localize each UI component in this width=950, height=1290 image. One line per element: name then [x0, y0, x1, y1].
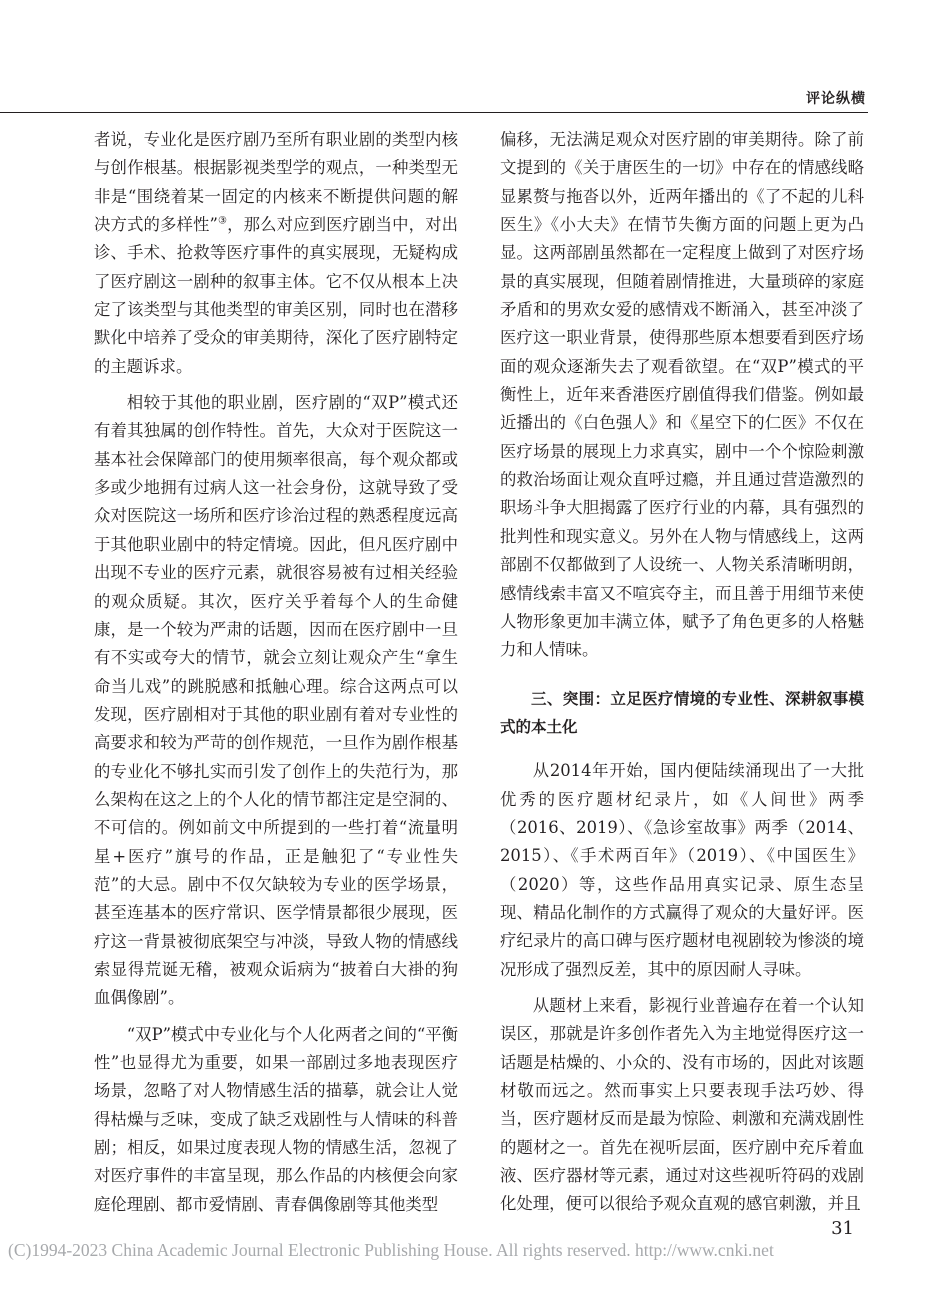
paragraph: 从2014年开始，国内便陆续涌现出了一大批优秀的医疗题材纪录片，如《人间世》两季（2016、2019）、《急诊室故事》两季（2014、2015）、《手术两百年》（2019）、《中国医生》（2020）等，这些作品用真实记录、原生态呈现、精品化制作的方式赢得了观众的大量好评。医疗纪录片的高口碑与医疗题材电视剧较为惨淡的境况形成了强烈反差，其中的原因耐人寻味。	[500, 761, 864, 979]
paragraph: 偏移，无法满足观众对医疗剧的审美期待。除了前文提到的《关于唐医生的一切》中存在的情感线略显累赘与拖沓以外，近两年播出的《了不起的儿科医生》《小大夫》在情节失衡方面的问题上更为凸显。这两部剧虽然都在一定程度上做到了对医疗场景的真实展现，但随着剧情推进，大量琐碎的家庭矛盾和的男欢女爱的感情戏不断涌入，甚至冲淡了医疗这一职业背景，使得那些原本想要看到医疗场面的观众逐渐失去了观看欲望。在“双P”模式的平衡性上，近年来香港医疗剧值得我们借鉴。例如最近播出的《白色强人》和《星空下的仁医》不仅在医疗场景的展现上力求真实，剧中一个个惊险刺激的救治场面让观众直呼过瘾，并且通过营造激烈的职场斗争大胆揭露了医疗行业的内幕，具有强烈的批判性和现实意义。另外在人物与情感线上，这两部剧不仅都做到了人设统一、人物关系清晰明朗，感情线索丰富又不喧宾夺主，而且善于用细节来使人物形象更加丰满立体，赋予了角色更多的人格魅力和人情味。	[500, 130, 864, 660]
footnote-marker[interactable]: ③	[217, 215, 228, 227]
section-heading: 三、突围：立足医疗情境的专业性、深耕叙事模式的本土化	[500, 689, 864, 736]
paragraph	[94, 126, 458, 381]
paragraph-text: 者说，专业化是医疗剧乃至所有职业剧的类型内核与创作根基。根据影视类型学的观点，一种类型无非是“围绕着某一固定的内核来不断提供问题的解决方式的多样性”	[94, 130, 458, 235]
paragraph: “双P”模式中专业化与个人化两者之间的“平衡性”也显得尤为重要，如果一部剧过多地表现医疗场景，忽略了对人物情感生活的描摹，就会让人觉得枯燥与乏味，变成了缺乏戏剧性与人情味的科普剧；相反，如果过度表现人物的情感生活，忽视了对医疗事件的丰富呈现，那么作品的内核便会向家庭伦理剧、都市爱情剧、青春偶像剧等其他类型	[94, 1024, 458, 1214]
section-label: 评论纵横	[806, 91, 866, 107]
copyright-notice: (C)1994-2023 China Academic Journal Electronic Publishing House. All rights reserved. http://www.cnki.net	[8, 1240, 774, 1260]
right-column	[500, 126, 864, 1227]
paragraph: 相较于其他的职业剧，医疗剧的“双P”模式还有着其独属的创作特性。首先，大众对于医院这一基本社会保障部门的使用频率很高，每个观众都或多或少地拥有过病人这一社会身份，这就导致了受众对医院这一场所和医疗诊治过程的熟悉程度远高于其他职业剧中的特定情境。因此，但凡医疗剧中出现不专业的医疗元素，就很容易被有过相关经验的观众质疑。其次，医疗关乎着每个人的生命健康，是一个较为严肃的话题，因而在医疗剧中一旦有不实或夸大的情节，就会立刻让观众产生“拿生命当儿戏”的跳脱感和抵触心理。综合这两点可以发现，医疗剧相对于其他的职业剧有着对专业性的高要求和较为严苛的创作规范，一旦作为剧作根基的专业化不够扎实而引发了创作上的失范行为，那么架构在这之上的个人化的情节都注定是空洞的、不可信的。例如前文中所提到的一些打着“流量明星+医疗”旗号的作品，正是触犯了“专业性失范”的大忌。剧中不仅欠缺较为专业的医学场景，甚至连基本的医疗常识、医学情景都很少展现，医疗这一背景被彻底架空与冲淡，导致人物的情感线索显得荒诞无稽，被观众诟病为“披着白大褂的狗血偶像剧”。	[94, 393, 458, 1008]
page-number: 31	[831, 1218, 854, 1239]
paragraph: 从题材上来看，影视行业普遍存在着一个认知误区，那就是许多创作者先入为主地觉得医疗这一话题是枯燥的、小众的、没有市场的，因此对该题材敬而远之。然而事实上只要表现手法巧妙、得当，医疗题材反而是最为惊险、刺激和充满戏剧性的题材之一。首先在视听层面，医疗剧中充斥着血液、医疗器材等元素，通过对这些视听符码的戏剧化处理，便可以很给予观众直观的感官刺激，并且	[500, 995, 864, 1214]
paragraph-text: ，那么对应到医疗剧当中，对出诊、手术、抢救等医疗事件的真实展现，无疑构成了医疗剧这一剧种的叙事主体。它不仅从根本上决定了该类型与其他类型的审美区别，同时也在潜移默化中培养了受众的审美期待，深化了医疗剧特定的主题诉求。	[94, 215, 458, 376]
left-column	[94, 126, 458, 1227]
header-divider	[0, 112, 868, 113]
